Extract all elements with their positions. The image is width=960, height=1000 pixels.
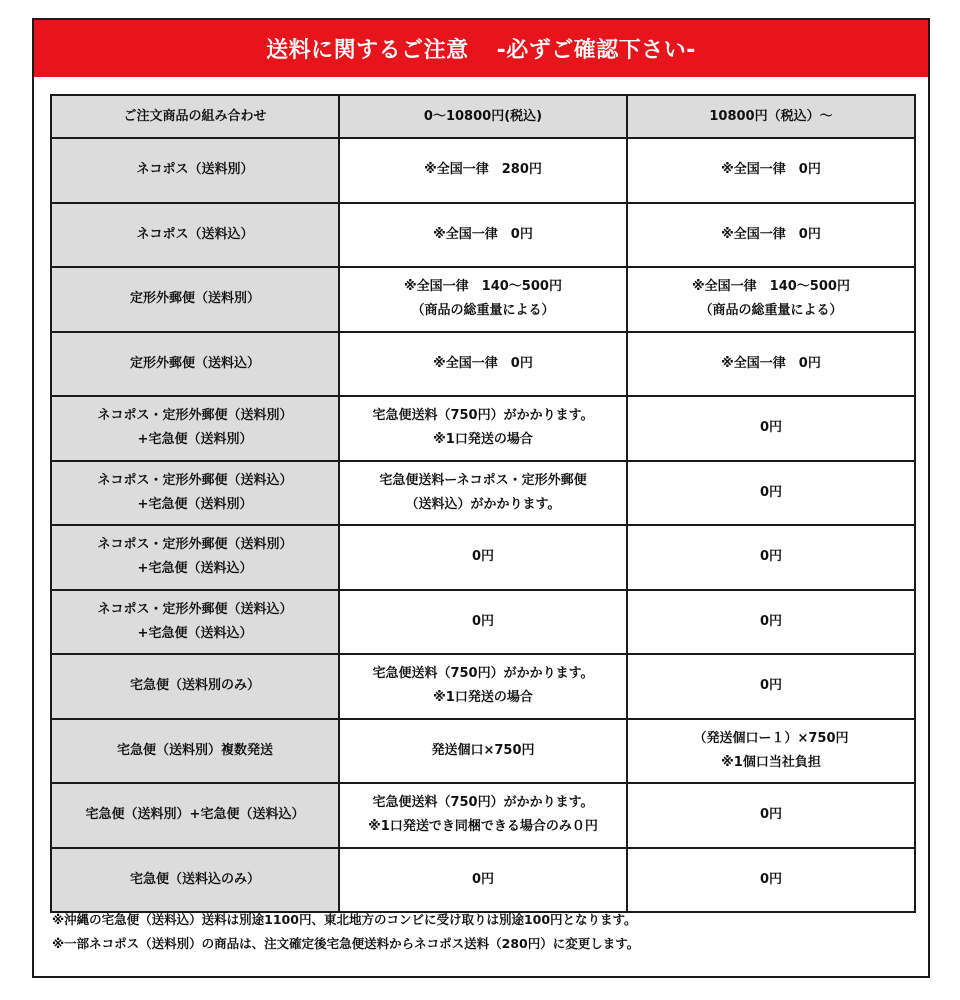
combination-cell: [51, 590, 339, 655]
table-row: [51, 783, 915, 848]
cell-text: （発送個口ー１）×750円: [693, 730, 849, 746]
cell-text: 宅急便（送料別のみ）: [129, 678, 260, 694]
table-row: [51, 138, 915, 203]
cell-text: ※全国一律 0円: [721, 226, 821, 242]
cell-text: 定形外郵便（送料別）: [129, 291, 260, 307]
under-10800-cell: [339, 138, 627, 203]
over-10800-cell: [627, 654, 915, 719]
cell-text: +宅急便（送料込）: [137, 625, 253, 641]
under-10800-cell: [339, 203, 627, 268]
footnotes: [52, 908, 639, 956]
cell-text: ※全国一律 0円: [721, 162, 821, 178]
cell-text: 0円: [471, 871, 495, 887]
combination-cell: [51, 461, 339, 526]
cell-text: 0円: [759, 549, 783, 565]
cell-text: 0円: [471, 613, 495, 629]
cell-text: 0円: [759, 871, 783, 887]
combination-cell: [51, 138, 339, 203]
combination-cell: [51, 525, 339, 590]
combination-cell: [51, 203, 339, 268]
shipping-fee-table: [50, 94, 916, 913]
cell-text: ※1個口当社負担: [721, 754, 821, 770]
cell-text: 宅急便（送料別）複数発送: [116, 742, 273, 758]
combination-cell: [51, 332, 339, 397]
cell-text: 宅急便（送料込のみ）: [129, 871, 260, 887]
cell-text: ※全国一律 140～500円: [692, 279, 850, 295]
cell-text: 0円: [759, 678, 783, 694]
header-under-10800: 0～10800円(税込): [339, 95, 627, 138]
under-10800-cell: [339, 396, 627, 461]
header-over-10800: 10800円（税込）～: [627, 95, 915, 138]
over-10800-cell: [627, 719, 915, 784]
under-10800-cell: [339, 783, 627, 848]
cell-text: ネコポス・定形外郵便（送料別）: [97, 408, 293, 424]
under-10800-cell: [339, 590, 627, 655]
combination-cell: [51, 267, 339, 332]
over-10800-cell: [627, 203, 915, 268]
under-10800-cell: [339, 332, 627, 397]
combination-cell: [51, 783, 339, 848]
over-10800-cell: [627, 525, 915, 590]
cell-text: 0円: [759, 420, 783, 436]
banner-title: 送料に関するご注意: [266, 38, 469, 63]
cell-text: 宅急便送料ーネコポス・定形外郵便: [379, 472, 587, 488]
cell-text: +宅急便（送料別）: [137, 432, 253, 448]
cell-text: 発送個口×750円: [431, 742, 535, 758]
cell-text: ※全国一律 0円: [433, 355, 533, 371]
cell-text: ※全国一律 0円: [433, 226, 533, 242]
table-row: [51, 332, 915, 397]
cell-text: ネコポス・定形外郵便（送料込）: [97, 472, 293, 488]
cell-text: +宅急便（送料別）: [137, 496, 253, 512]
cell-text: ※全国一律 140～500円: [404, 279, 562, 295]
table-row: [51, 848, 915, 913]
cell-text: +宅急便（送料込）: [137, 561, 253, 577]
combination-cell: [51, 848, 339, 913]
over-10800-cell: [627, 267, 915, 332]
under-10800-cell: [339, 654, 627, 719]
over-10800-cell: [627, 590, 915, 655]
table-row: [51, 396, 915, 461]
cell-text: （商品の総重量による）: [411, 303, 555, 319]
combination-cell: [51, 719, 339, 784]
footnote-okinawa: ※沖縄の宅急便（送料込）送料は別途1100円、東北地方のコンビに受け取りは別途100円となります。: [52, 912, 637, 927]
under-10800-cell: [339, 525, 627, 590]
under-10800-cell: [339, 461, 627, 526]
table-header-row: [51, 95, 915, 138]
cell-text: 0円: [759, 484, 783, 500]
cell-text: （送料込）がかかります。: [405, 496, 561, 512]
cell-text: 宅急便送料（750円）がかかります。: [372, 795, 594, 811]
over-10800-cell: [627, 332, 915, 397]
over-10800-cell: [627, 461, 915, 526]
combination-cell: [51, 654, 339, 719]
under-10800-cell: [339, 267, 627, 332]
cell-text: ネコポス・定形外郵便（送料込）: [97, 601, 293, 617]
combination-cell: [51, 396, 339, 461]
cell-text: ネコポス（送料別）: [136, 162, 254, 178]
cell-text: ネコポス・定形外郵便（送料別）: [97, 537, 293, 553]
notice-banner: [34, 20, 928, 77]
over-10800-cell: [627, 138, 915, 203]
table-row: [51, 525, 915, 590]
cell-text: 0円: [471, 549, 495, 565]
cell-text: ※1口発送の場合: [433, 432, 533, 448]
over-10800-cell: [627, 848, 915, 913]
cell-text: 宅急便（送料別）+宅急便（送料込）: [85, 807, 305, 823]
cell-text: 0円: [759, 807, 783, 823]
cell-text: ※1口発送でき同梱できる場合のみ０円: [368, 819, 598, 835]
table-row: [51, 267, 915, 332]
banner-subtitle: -必ずご確認下さい-: [496, 38, 696, 63]
shipping-notice-frame: [32, 18, 930, 978]
cell-text: （商品の総重量による）: [699, 303, 843, 319]
footnote-nekopos-change: ※一部ネコポス（送料別）の商品は、注文確定後宅急便送料からネコポス送料（280円）に変更します。: [52, 936, 640, 951]
over-10800-cell: [627, 396, 915, 461]
cell-text: ※全国一律 0円: [721, 355, 821, 371]
over-10800-cell: [627, 783, 915, 848]
cell-text: 定形外郵便（送料込）: [129, 355, 260, 371]
cell-text: 0円: [759, 613, 783, 629]
under-10800-cell: [339, 719, 627, 784]
table-row: [51, 590, 915, 655]
table-row: [51, 461, 915, 526]
table-row: [51, 654, 915, 719]
cell-text: ※1口発送の場合: [433, 690, 533, 706]
header-combination: ご注文商品の組み合わせ: [51, 95, 339, 138]
cell-text: ※全国一律 280円: [424, 162, 542, 178]
cell-text: 宅急便送料（750円）がかかります。: [372, 666, 594, 682]
cell-text: ネコポス（送料込）: [136, 226, 254, 242]
under-10800-cell: [339, 848, 627, 913]
table-row: [51, 719, 915, 784]
table-row: [51, 203, 915, 268]
cell-text: 宅急便送料（750円）がかかります。: [372, 408, 594, 424]
